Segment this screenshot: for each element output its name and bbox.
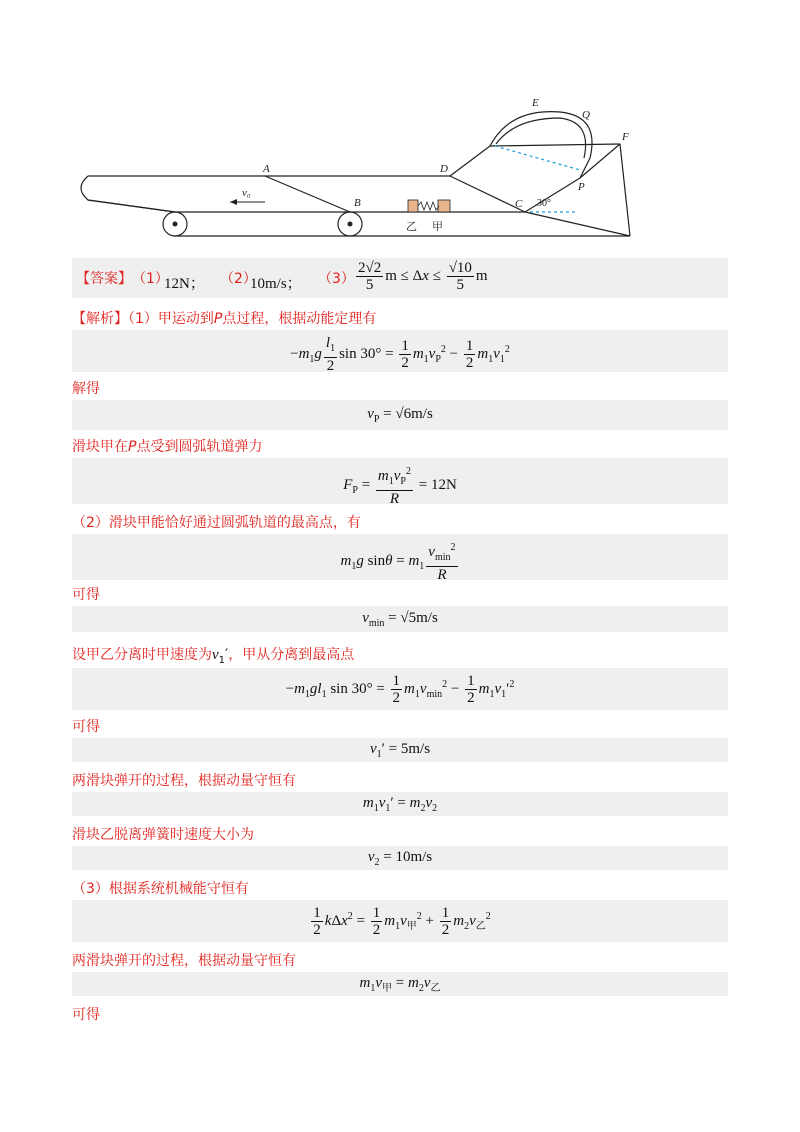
eq-8: $m_1v_1' = m_2v_2$ <box>72 792 728 816</box>
text-kede3: 可得 <box>72 1007 100 1023</box>
label-yi: 乙 <box>406 220 417 233</box>
answer-part3: （3） <box>318 271 355 287</box>
text-she: 设甲乙分离时甲速度为$v_1'$，甲从分离到最高点 <box>72 647 355 666</box>
label-E: E <box>532 97 539 109</box>
text-kede2: 可得 <box>72 719 100 735</box>
eq-9: $v_2 = 10m/s$ <box>72 846 728 870</box>
text-part2: （2）滑块甲能恰好通过圆弧轨道的最高点，有 <box>72 515 361 531</box>
text-jiede: 解得 <box>72 381 100 397</box>
label-B: B <box>354 197 361 209</box>
label-D: D <box>440 163 448 175</box>
text-huakuai2: 滑块乙脱离弹簧时速度大小为 <box>72 827 254 843</box>
eq-4: $m_1g$ $\sin\theta = m_1$ $\frac{v_{min}^2}{R}$ <box>72 534 728 580</box>
eq-6: $-m_1gl_1$ sin 30° = $\frac{1}{2}$ $m_1v_{min}^2$ − $\frac{1}{2}$ $m_1v_1'^2$ <box>72 668 728 710</box>
physics-figure <box>60 88 640 248</box>
eq-11: $m_1v_甲 = m_2v_乙$ <box>72 972 728 996</box>
eq-2: $v_P = √6m/s$ <box>72 400 728 430</box>
label-P: P <box>578 181 585 193</box>
label-F: F <box>622 131 629 143</box>
answer-part2: （2） <box>220 271 257 287</box>
text-part3: （3）根据系统机械能守恒有 <box>72 881 249 897</box>
label-A: A <box>263 163 270 175</box>
answer-1: 12N； <box>164 276 205 292</box>
answer-row <box>72 258 728 298</box>
answer-2: 10m/s； <box>250 276 302 292</box>
label-C: C <box>515 198 523 210</box>
answer-3: $\frac{2√2}{5}$ m ≤ Δx ≤ $\frac{√10}{5}$ m <box>358 260 488 293</box>
analysis-line1: 【解析】（1）甲运动到P点过程，根据动能定理有 <box>72 311 377 327</box>
label-v0: v₀ <box>242 187 251 199</box>
text-kede1: 可得 <box>72 587 100 603</box>
eq-1: $-m_1g$ $\frac{l_1}{2}$ sin 30° = $\frac{1}{2}$ $m_1v_P^2$ − $\frac{1}{2}$ $m_1v_1^2$ <box>72 330 728 372</box>
eq-7: $v_1' = 5m/s$ <box>72 738 728 762</box>
eq-3: $F_P$ = $\frac{m_1v_P^2}{R}$ = 12N <box>72 458 728 504</box>
label-angle: 30° <box>537 198 551 209</box>
label-Q: Q <box>582 109 590 121</box>
text-liang2: 两滑块弹开的过程，根据动量守恒有 <box>72 953 296 969</box>
label-jia: 甲 <box>432 220 443 233</box>
answer-part1: （1） <box>132 271 169 287</box>
eq-5: $v_{min} = √5m/s$ <box>72 606 728 632</box>
text-huakuai: 滑块甲在P点受到圆弧轨道弹力 <box>72 439 263 455</box>
eq-10: $\frac{1}{2}$ kΔx$^2$ = $\frac{1}{2}$ $m_1v_甲^2$ + $\frac{1}{2}$ $m_2v_乙^2$ <box>72 900 728 942</box>
answer-label: 【答案】 <box>76 271 132 287</box>
text-liang1: 两滑块弹开的过程，根据动量守恒有 <box>72 773 296 789</box>
